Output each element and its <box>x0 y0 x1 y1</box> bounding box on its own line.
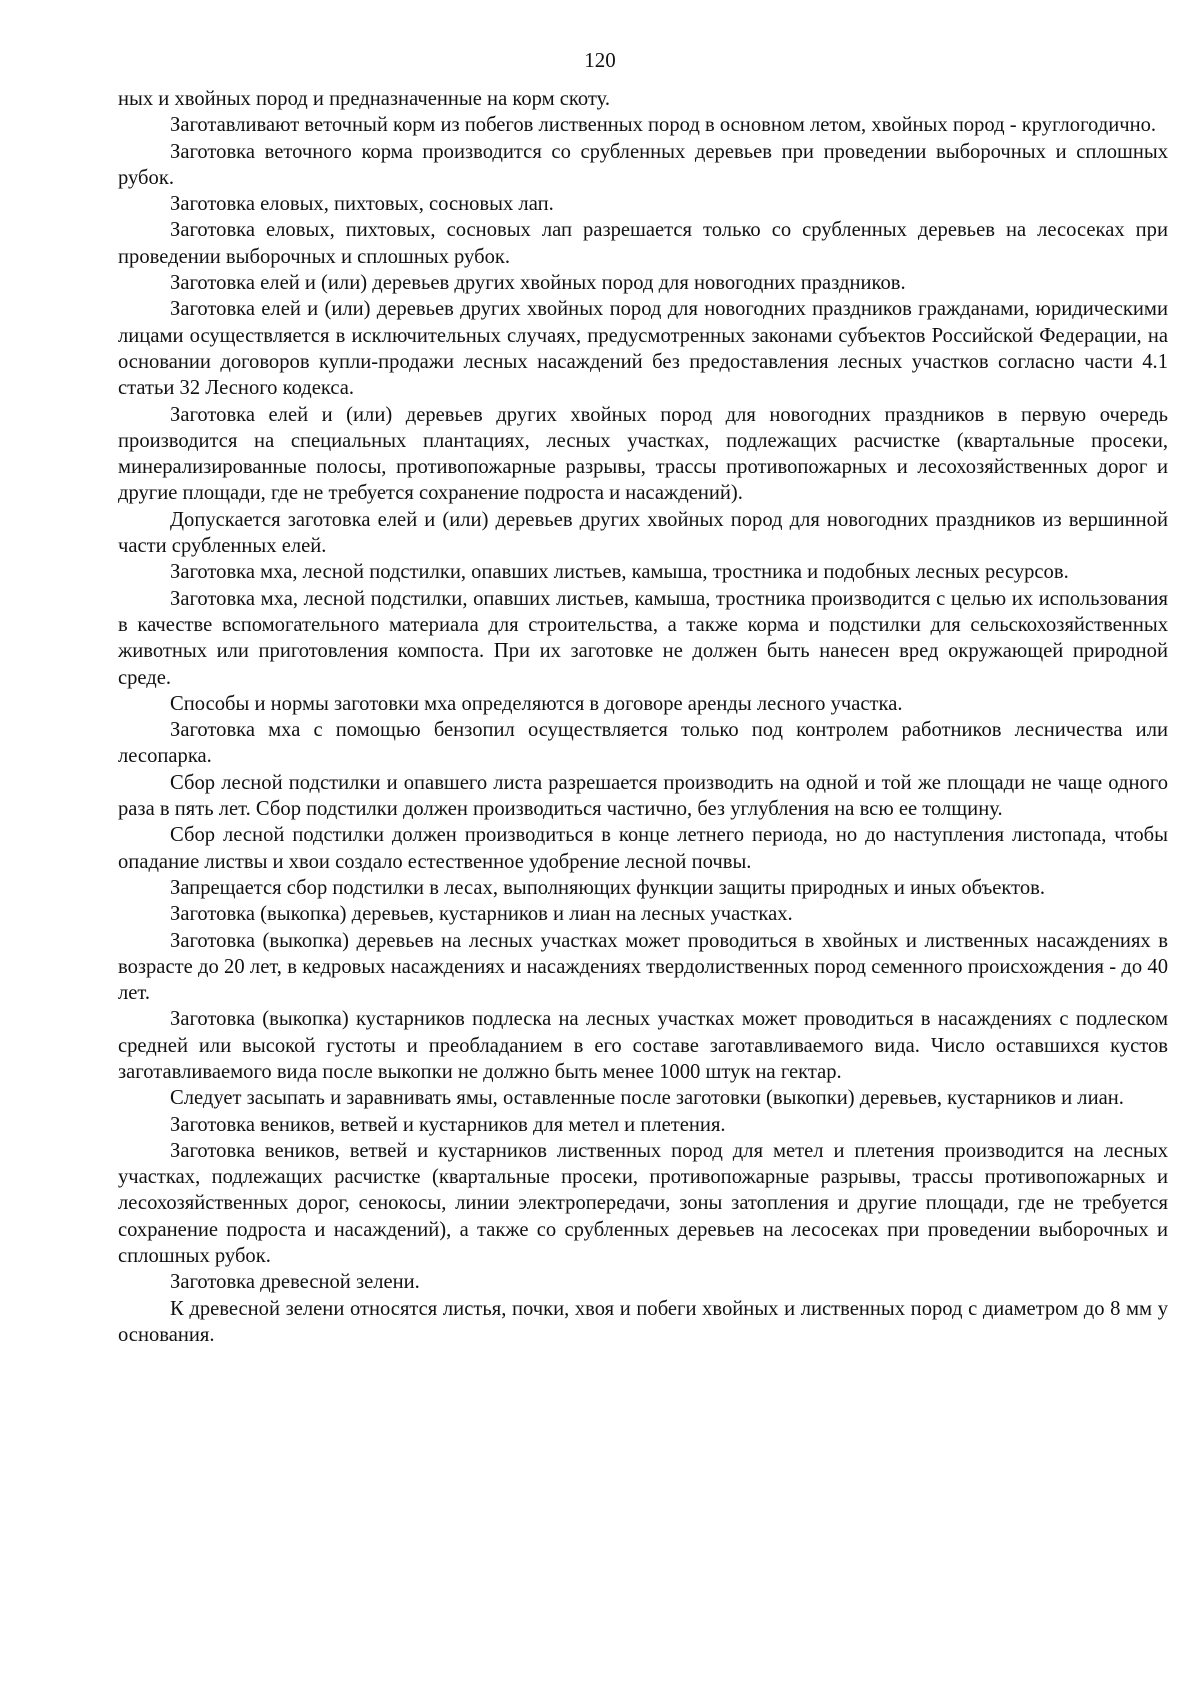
page-number: 120 <box>584 48 616 72</box>
section-heading: Заготовка древесной зелени. <box>170 1271 420 1294</box>
body-text <box>118 86 1168 1348</box>
section-heading: Заготовка еловых, пихтовых, сосновых лап. <box>170 193 554 216</box>
paragraph: Допускается заготовка елей и (или) деревьев других хвойных пород для новогодних праздников из вершинной части срубленных елей. <box>118 508 1168 558</box>
paragraph: Заготавливают веточный корм из побегов лиственных пород в основном летом, хвойных пород - круглогодично. <box>170 114 1157 137</box>
paragraph: Заготовка еловых, пихтовых, сосновых лап разрешается только со срубленных деревьев на лесосеках при проведении выборочных и сплошных рубок. <box>118 219 1168 268</box>
paragraph: Заготовка мха с помощью бензопил осуществляется только под контролем работников лесничества или лесопарка. <box>118 719 1168 768</box>
paragraph: Заготовка (выкопка) кустарников подлеска на лесных участках может проводиться в насаждениях с подлеском средней или высокой густоты и преобладанием в его составе заготавливаемого вида. Число оставшихся кустов заготавливаемого вида после выкопки не должно быть менее 1000 штук на гектар. <box>118 1008 1168 1083</box>
paragraph-continuation: ных и хвойных пород и предназначенные на корм скоту. <box>118 88 611 110</box>
section-heading: Заготовка елей и (или) деревьев других хвойных пород для новогодних праздников. <box>170 272 906 295</box>
section-heading: Заготовка веников, ветвей и кустарников для метел и плетения. <box>170 1113 726 1136</box>
paragraph: Заготовка мха, лесной подстилки, опавших листьев, камыша, тростника производится с целью их использования в качестве вспомогательного материала для строительства, а также корма и подстилки для сельскохозяйственных животных или приготовления компоста. При их заготовке не должен быть нанесен вред окружающей природной среде. <box>118 587 1168 689</box>
paragraph: К древесной зелени относятся листья, почки, хвоя и побеги хвойных и лиственных пород с диаметром до 8 мм у основания. <box>118 1297 1168 1346</box>
paragraph: Заготовка елей и (или) деревьев других хвойных пород для новогодних праздников в первую очередь производится на специальных плантациях, лесных участках, подлежащих расчистке (квартальные просеки, минерализированные полосы, противопожарные разрывы, трассы противопожарных и лесохозяйственных дорог и другие площади, где не требуется сохранение подроста и насаждений). <box>118 403 1168 505</box>
paragraph: Заготовка елей и (или) деревьев других хвойных пород для новогодних праздников гражданами, юридическими лицами осуществляется в исключительных случаях, предусмотренных законами субъектов Российской Федерации, на основании договоров купли-продажи лесных насаждений без предоставления лесных участков согласно части 4.1 статьи 32 Лесного кодекса. <box>118 298 1168 400</box>
paragraph: Заготовка веточного корма производится со срубленных деревьев при проведении выборочных и сплошных рубок. <box>118 140 1168 189</box>
paragraph: Следует засыпать и заравнивать ямы, оставленные после заготовки (выкопки) деревьев, кустарников и лиан. <box>170 1087 1124 1110</box>
section-heading: Заготовка (выкопка) деревьев, кустарников и лиан на лесных участках. <box>170 903 793 926</box>
paragraph: Заготовка (выкопка) деревьев на лесных участках может проводиться в хвойных и лиственных насаждениях в возрасте до 20 лет, в кедровых насаждениях и насаждениях твердолиственных пород семенного происхождения - до 40 лет. <box>118 929 1168 1005</box>
paragraph: Сбор лесной подстилки и опавшего листа разрешается производить на одной и той же площади не чаще одного раза в пять лет. Сбор подстилки должен производиться частично, без углубления на всю ее толщину. <box>118 771 1168 821</box>
paragraph: Запрещается сбор подстилки в лесах, выполняющих функции защиты природных и иных объектов. <box>170 876 1046 899</box>
paragraph: Заготовка веников, ветвей и кустарников лиственных пород для метел и плетения производится на лесных участках, подлежащих расчистке (квартальные просеки, противопожарные разрывы, трассы противопожарных и лесохозяйственных дорог, сенокосы, линии электропередачи, зоны затопления и другие площади, где не требуется сохранение подроста и насаждений), а также со срубленных деревьев на лесосеках при проведении выборочных и сплошных рубок. <box>118 1139 1168 1268</box>
paragraph: Сбор лесной подстилки должен производиться в конце летнего периода, но до наступления листопада, чтобы опадание листвы и хвои создало естественное удобрение лесной почвы. <box>118 824 1168 873</box>
paragraph: Способы и нормы заготовки мха определяются в договоре аренды лесного участка. <box>170 692 903 715</box>
section-heading: Заготовка мха, лесной подстилки, опавших листьев, камыша, тростника и подобных лесных ресурсов. <box>170 561 1069 584</box>
